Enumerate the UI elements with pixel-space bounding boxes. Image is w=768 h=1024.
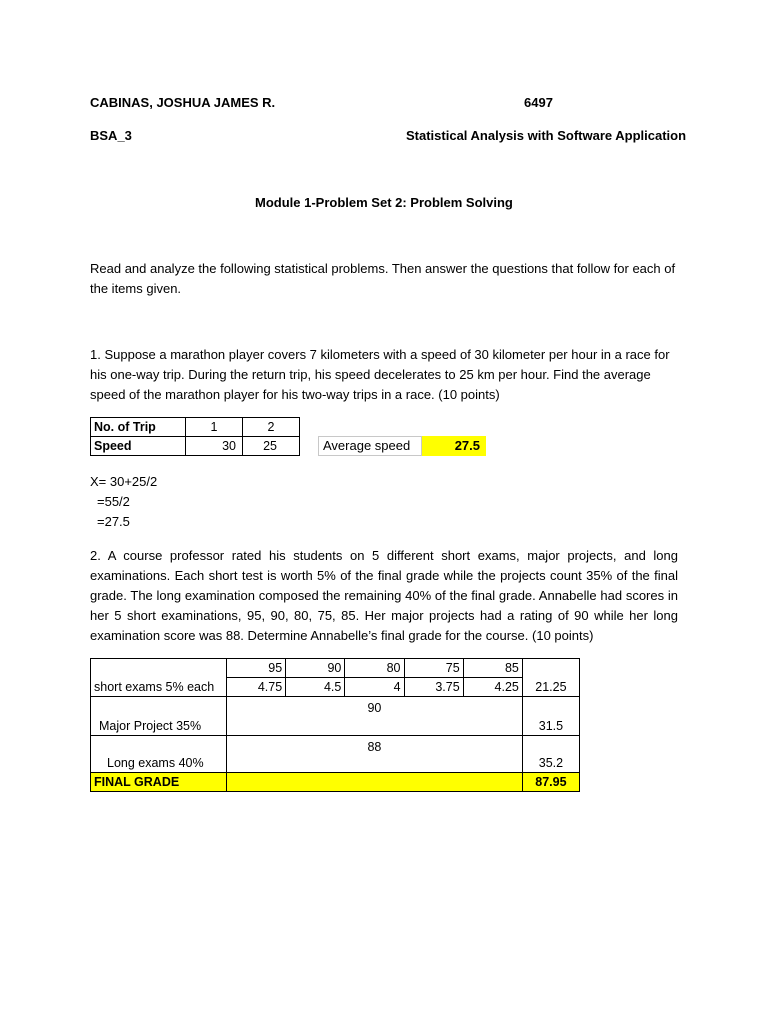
student-id: 6497 [524,95,553,110]
short-weighted-cell: 4.5 [286,678,345,697]
long-exams-score: 88 [227,736,523,773]
solution-line: X= 30+25/2 [90,474,158,489]
page-title: Module 1-Problem Set 2: Problem Solving [255,195,513,210]
problem2-table [90,658,580,792]
long-exams-label: Long exams 40% [91,736,227,773]
short-weighted-cell: 4 [345,678,404,697]
problem1-text: 1. Suppose a marathon player covers 7 kilometers with a speed of 30 kilometer per hour in a race for his one-way trip. During the return trip, his speed decelerates to 25 km per hour. Find the average speed of the marathon player for his two-way trips in a race. (10 points) [90,347,670,402]
speed-cell: 25 [243,437,300,456]
table-row [91,418,300,437]
table-row [91,697,580,736]
instructions-paragraph: Read and analyze the following statistical problems. Then answer the questions that follow for each of the items given. [90,261,676,296]
speed-cell: 30 [186,437,243,456]
average-speed-box [318,436,486,456]
short-score-cell: 95 [227,659,286,678]
short-total-cell: 21.25 [522,659,579,697]
problem2-text: 2. A course professor rated his students on 5 different short exams, major projects, and long examinations. Each short test is worth 5% of the final grade while the projects count 35% of the final grade. The long examination composed the remaining 40% of the final grade. Annabelle had scores in her 5 short examinations, 95, 90, 80, 75, 85. Her major projects had a rating of 90 while her long examination score was 88. Determine Annabelle’s final grade for the course. (10 points) [90,548,678,643]
speed-header: Speed [91,437,186,456]
short-score-cell: 80 [345,659,404,678]
short-exams-label: short exams 5% each [91,659,227,697]
final-grade-value: 87.95 [522,773,579,792]
solution-line: =27.5 [97,514,130,529]
short-score-cell: 85 [463,659,522,678]
table-row [91,437,300,456]
course-title: Statistical Analysis with Software Application [406,128,687,143]
final-grade-spacer [227,773,523,792]
final-grade-label: FINAL GRADE [91,773,227,792]
major-project-score: 90 [227,697,523,736]
trip-header: No. of Trip [91,418,186,437]
student-name: CABINAS, JOSHUA JAMES R. [90,95,276,110]
short-weighted-cell: 4.75 [227,678,286,697]
problem1-table [90,417,300,456]
section-label: BSA_3 [90,128,132,143]
major-project-total: 31.5 [522,697,579,736]
solution-line: =55/2 [97,494,130,509]
short-score-cell: 90 [286,659,345,678]
short-score-cell: 75 [404,659,463,678]
table-row [91,736,580,773]
table-row [91,773,580,792]
table-row [91,659,580,678]
short-weighted-cell: 4.25 [463,678,522,697]
trip-cell: 1 [186,418,243,437]
average-speed-value: 27.5 [422,436,486,456]
major-project-label: Major Project 35% [91,697,227,736]
long-exams-total: 35.2 [522,736,579,773]
trip-cell: 2 [243,418,300,437]
short-weighted-cell: 3.75 [404,678,463,697]
average-speed-label: Average speed [318,436,422,456]
